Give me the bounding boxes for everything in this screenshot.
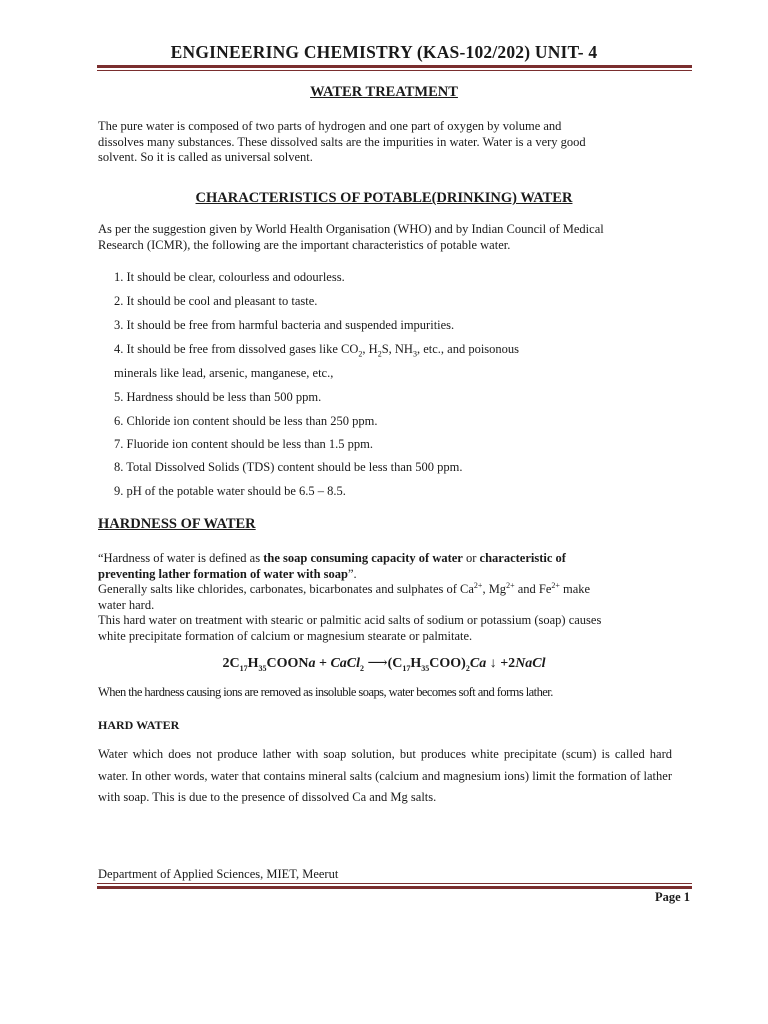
item4-prefix: 4. It should be free from dissolved gases like CO	[114, 342, 359, 356]
header-title: ENGINEERING CHEMISTRY (KAS-102/202) UNIT- 4	[170, 42, 598, 62]
def-bold: characteristic of	[479, 551, 566, 565]
potable-heading: CHARACTERISTICS OF POTABLE(DRINKING) WATER	[195, 190, 573, 206]
list-item: 3. It should be free from harmful bacteria and suspended impurities.	[114, 318, 455, 332]
def-bold: preventing lather formation of water with soap	[98, 566, 348, 581]
eq-sub: 35	[258, 663, 267, 673]
def-close: ”.	[347, 566, 357, 581]
list-item: 8. Total Dissolved Solids (TDS) content should be less than 500 ppm.	[114, 460, 463, 474]
eq-sub: 17	[402, 663, 411, 673]
intro-line: The pure water is composed of two parts of hydrogen and one part of oxygen by volume and	[98, 119, 562, 133]
eq-part: NaCl	[515, 656, 546, 671]
soap-reaction-equation	[0, 655, 768, 672]
potable-intro-line: Research (ICMR), the following are the important characteristics of potable water.	[98, 237, 511, 252]
eq-part: Ca	[469, 656, 487, 671]
header-rule-thin	[97, 70, 692, 71]
eq-part: H	[247, 656, 259, 671]
eq-part: 2C	[222, 656, 240, 671]
potable-intro-line: As per the suggestion given by World Health Organisation (WHO) and by Indian Council of Medical	[98, 222, 604, 236]
eq-sub: 35	[421, 663, 430, 673]
eq-part: (C	[387, 656, 403, 671]
eq-part: COO)	[429, 656, 466, 671]
list-item: 5. Hardness should be less than 500 ppm.	[114, 390, 322, 404]
salts-line	[98, 582, 672, 598]
def-bold: the soap consuming capacity of water	[263, 551, 463, 565]
co2-subscript: 2	[358, 349, 363, 359]
fe-superscript: 2+	[551, 580, 560, 590]
header-rule	[97, 65, 692, 68]
page-number: Page 1	[654, 890, 690, 904]
salts-text: Generally salts like chlorides, carbonates, bicarbonates and sulphates of Ca	[98, 582, 474, 596]
eq-part: +	[315, 656, 331, 671]
water-treatment-title: WATER TREATMENT	[310, 84, 458, 100]
list-item: 1. It should be clear, colourless and odourless.	[114, 270, 345, 284]
salts-text: , Mg	[482, 582, 507, 596]
def-or: or	[462, 551, 480, 565]
footer-rule	[97, 886, 692, 889]
salts-line: water hard.	[98, 597, 155, 612]
eq-part: COON	[266, 656, 309, 671]
salts-text: and Fe	[514, 582, 552, 596]
eq-sub: 17	[239, 663, 248, 673]
hard-water-paragraph: Water which does not produce lather with soap solution, but produces white precipitate (scum) is called hard water. In other words, water that contains mineral salts (calcium and magnesium ions) limit the formation of lather with soap. This is due to the presence of dissolved Ca and Mg salts.	[98, 747, 672, 804]
item4-suffix: , etc., and poisonous	[416, 342, 520, 356]
hardness-definition	[98, 551, 672, 644]
footer-department: Department of Applied Sciences, MIET, Meerut	[98, 867, 339, 881]
eq-part: +2	[500, 656, 516, 671]
eq-part: CaCl	[330, 656, 361, 671]
list-item: 7. Fluoride ion content should be less than 1.5 ppm.	[114, 437, 374, 451]
mg-superscript: 2+	[506, 580, 515, 590]
item4-s: S, NH	[381, 342, 413, 356]
eq-sub: 2	[465, 663, 470, 673]
eq-part: H	[410, 656, 422, 671]
definition-line	[98, 567, 672, 583]
salts-text: make	[559, 582, 591, 596]
treatment-line: This hard water on treatment with stearic or palmitic acid salts of sodium or potassium (soap) causes	[98, 613, 602, 627]
item4-sep: , H	[362, 342, 378, 356]
soft-water-line: When the hardness causing ions are removed as insoluble soaps, water becomes soft and forms lather.	[98, 685, 553, 699]
ca-superscript: 2+	[473, 580, 483, 590]
def-open: “Hardness of water is defined as	[98, 551, 264, 565]
treatment-line: white precipitate formation of calcium or magnesium stearate or palmitate.	[98, 628, 473, 643]
nh3-subscript: 3	[412, 349, 417, 359]
potable-intro	[98, 222, 672, 253]
intro-paragraph	[98, 119, 672, 166]
list-item: 6. Chloride ion content should be less than 250 ppm.	[114, 414, 378, 428]
hard-water-heading: HARD WATER	[98, 718, 180, 732]
list-item: 2. It should be cool and pleasant to taste.	[114, 294, 318, 308]
eq-part: a	[308, 656, 316, 671]
hardness-heading: HARDNESS OF WATER	[98, 516, 256, 532]
list-item	[114, 342, 519, 357]
list-item-continuation: minerals like lead, arsenic, manganese, etc.,	[114, 366, 334, 380]
intro-line: dissolves many substances. These dissolved salts are the impurities in water. Water is a very good	[98, 134, 586, 149]
list-item: 9. pH of the potable water should be 6.5 – 8.5.	[114, 484, 346, 498]
definition-line	[98, 551, 672, 567]
precipitate-arrow-icon: ↓	[486, 656, 501, 671]
h2s-subscript: 2	[377, 349, 382, 359]
footer-rule-thin	[97, 883, 692, 884]
eq-sub: 2	[360, 663, 365, 673]
reaction-arrow-icon: ⟶	[364, 656, 388, 671]
intro-line: solvent. So it is called as universal solvent.	[98, 150, 313, 164]
